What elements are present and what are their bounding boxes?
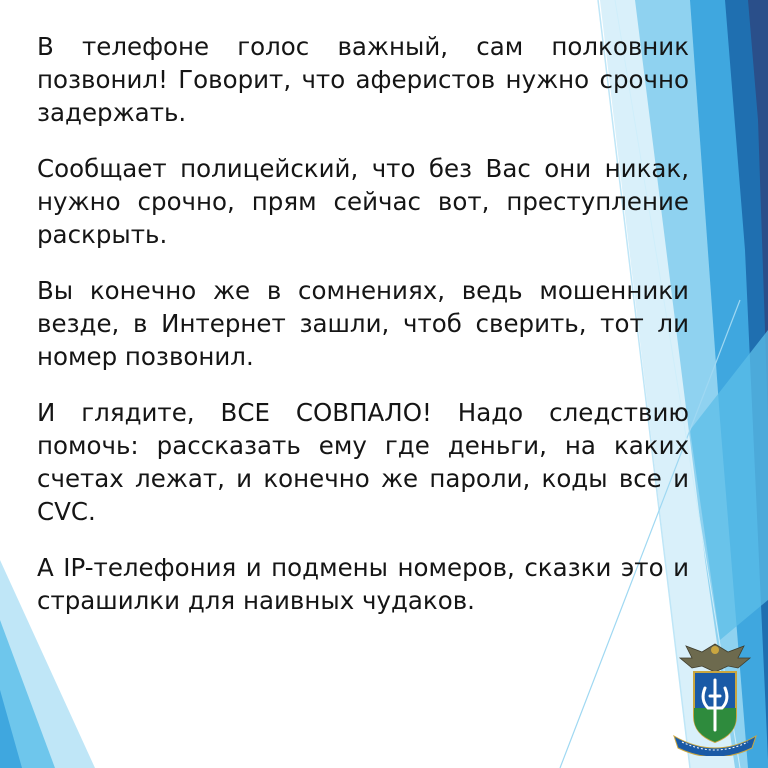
police-emblem-logo: [672, 638, 758, 756]
paragraph-5: А IP-телефония и подмены номеров, сказки это и страшилки для наивных чудаков.: [37, 553, 689, 615]
paragraph-3: Вы конечно же в сомнениях, ведь мошенники везде, в Интернет зашли, чтоб сверить, тот ли номер позвонил.: [37, 276, 689, 371]
crown-icon: [711, 646, 719, 654]
paragraph-4: И глядите, ВСЕ СОВПАЛО! Надо следствию помочь: рассказать ему где деньги, на каких счетах лежат, и конечно же пароли, коды все и CVC.: [37, 398, 689, 526]
text-content: [37, 30, 689, 640]
paragraph-1: В телефоне голос важный, сам полковник позвонил! Говорит, что аферистов нужно срочно задержать.: [37, 32, 689, 127]
paragraph-2: Сообщает полицейский, что без Вас они никак, нужно срочно, прям сейчас вот, преступление раскрыть.: [37, 154, 689, 249]
